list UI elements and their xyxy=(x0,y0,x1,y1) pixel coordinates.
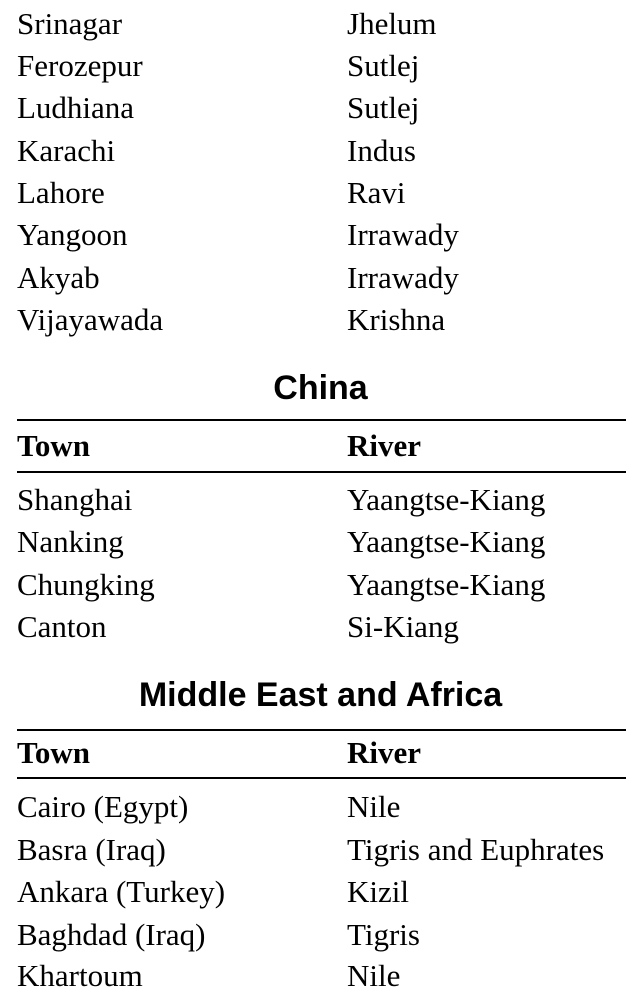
river-cell: Sutlej xyxy=(347,48,420,83)
river-cell: Yaangtse-Kiang xyxy=(347,524,546,559)
town-cell: Canton xyxy=(17,609,107,644)
table-row xyxy=(0,88,641,128)
town-column-header: Town xyxy=(17,428,90,463)
table-row xyxy=(0,956,641,996)
river-cell: Yaangtse-Kiang xyxy=(347,482,546,517)
river-column-header: River xyxy=(347,428,422,463)
river-cell: Yaangtse-Kiang xyxy=(347,567,546,602)
table-row xyxy=(0,607,641,647)
town-cell: Cairo (Egypt) xyxy=(17,789,189,824)
river-cell: Jhelum xyxy=(347,6,437,41)
table-header-row xyxy=(0,733,641,773)
river-cell: Tigris and Euphrates xyxy=(347,832,605,867)
river-cell: Nile xyxy=(347,958,401,993)
table-header-rule xyxy=(17,471,626,473)
town-cell: Baghdad (Iraq) xyxy=(17,917,206,952)
town-cell: Vijayawada xyxy=(17,302,164,337)
table-row xyxy=(0,522,641,562)
table-header-row xyxy=(0,426,641,466)
town-cell: Shanghai xyxy=(17,482,133,517)
river-cell: Kizil xyxy=(347,874,409,909)
section-title-middle-east-africa: Middle East and Africa xyxy=(138,676,503,714)
town-cell: Yangoon xyxy=(17,217,128,252)
town-cell: Ludhiana xyxy=(17,90,135,125)
table-row xyxy=(0,915,641,955)
river-cell: Si-Kiang xyxy=(347,609,459,644)
table-row xyxy=(0,787,641,827)
river-cell: Sutlej xyxy=(347,90,420,125)
river-column-header: River xyxy=(347,735,422,770)
town-cell: Khartoum xyxy=(17,958,143,993)
river-cell: Krishna xyxy=(347,302,446,337)
town-cell: Lahore xyxy=(17,175,105,210)
table-row xyxy=(0,300,641,340)
town-cell: Ankara (Turkey) xyxy=(17,874,226,909)
table-row xyxy=(0,480,641,520)
table-row xyxy=(0,131,641,171)
town-cell: Chungking xyxy=(17,567,155,602)
table-top-rule xyxy=(17,729,626,731)
river-cell: Tigris xyxy=(347,917,420,952)
river-cell: Irrawady xyxy=(347,260,459,295)
town-cell: Akyab xyxy=(17,260,100,295)
river-cell: Ravi xyxy=(347,175,406,210)
table-row xyxy=(0,565,641,605)
town-cell: Srinagar xyxy=(17,6,123,41)
river-cell: Nile xyxy=(347,789,401,824)
table-row xyxy=(0,872,641,912)
town-cell: Basra (Iraq) xyxy=(17,832,166,867)
table-row xyxy=(0,215,641,255)
table-top-rule xyxy=(17,419,626,421)
table-header-rule xyxy=(17,777,626,779)
river-cell: Irrawady xyxy=(347,217,459,252)
table-row xyxy=(0,830,641,870)
table-row xyxy=(0,173,641,213)
table-row xyxy=(0,258,641,298)
town-column-header: Town xyxy=(17,735,90,770)
town-cell: Ferozepur xyxy=(17,48,143,83)
table-row xyxy=(0,4,641,44)
river-cell: Indus xyxy=(347,133,416,168)
town-cell: Nanking xyxy=(17,524,124,559)
town-cell: Karachi xyxy=(17,133,116,168)
section-title-china: China xyxy=(273,369,368,407)
table-row xyxy=(0,46,641,86)
